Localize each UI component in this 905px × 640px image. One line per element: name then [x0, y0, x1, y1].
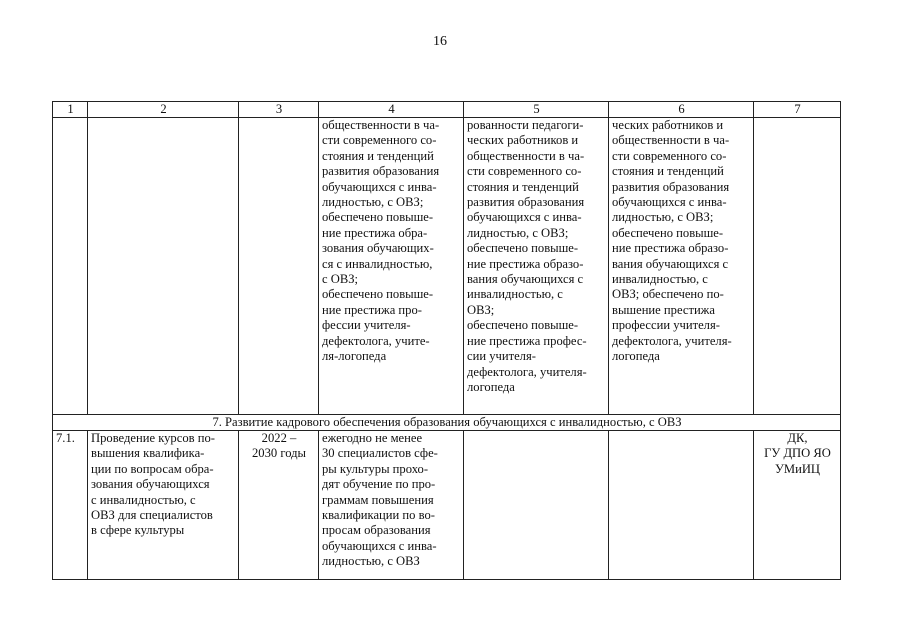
program-table [52, 101, 841, 580]
section-heading-row [53, 415, 841, 431]
continuation-cell-6 [609, 118, 754, 415]
column-header-7: 7 [754, 102, 841, 118]
item-period-cell [239, 431, 319, 580]
continuation-cell-3 [239, 118, 319, 415]
item-result-cell [319, 431, 464, 580]
item-measure: Проведение курсов по- вышения квалифика- ции по вопросам обра- зования обучающихся с инвалидностью, с ОВЗ для специалистов в сфере культуры [91, 431, 215, 538]
continuation-cell-1 [53, 118, 88, 415]
table-row-7-1 [53, 431, 841, 580]
continuation-text-4: общественности в ча- сти современного со- стояния и тенденций развития образования обучающихся с инва- лидностью, с ОВЗ; обеспечено повыше- ние престижа обра- зования обучающих- ся с инвалидностью, с ОВЗ; обеспечено повыше- ние престижа про- фессии учителя- дефектолога, учите- ля-логопеда [322, 118, 440, 364]
column-header-5: 5 [464, 102, 609, 118]
item-number: 7.1. [56, 431, 75, 445]
column-header-6: 6 [609, 102, 754, 118]
item-measure-cell [88, 431, 239, 580]
item-result: ежегодно не менее 30 специалистов сфе- ры культуры прохо- дят обучение по про- граммам повышения квалификации по во- просам образования обучающихся с инва- лидностью, с ОВЗ [322, 431, 438, 569]
column-header-4: 4 [319, 102, 464, 118]
item-cell-5 [464, 431, 609, 580]
item-cell-6 [609, 431, 754, 580]
column-number-header-row [53, 102, 841, 118]
item-responsible-cell [754, 431, 841, 580]
item-number-cell [53, 431, 88, 580]
continuation-cell-7 [754, 118, 841, 415]
continuation-text-5: рованности педагоги- ческих работников и общественности в ча- сти современного со- стояния и тенденций развития образования обучающихся с инва- лидностью, с ОВЗ; обеспечено повыше- ние престижа образо- вания обучающихся с инвалидностью, с ОВЗ; обеспечено повыше- ние престижа профес- сии учителя- дефектолога, учителя- логопеда [467, 118, 587, 394]
column-header-3: 3 [239, 102, 319, 118]
table-row-continuation [53, 118, 841, 415]
continuation-text-6: ческих работников и общественности в ча- сти современного со- стояния и тенденций развития образования обучающихся с инва- лидностью, с ОВЗ; обеспечено повыше- ние престижа образо- вания обучающихся с инвалидностью, с ОВЗ; обеспечено по- вышение престижа профессии учителя- дефектолога, учителя- логопеда [612, 118, 732, 364]
item-responsible: ДК, ГУ ДПО ЯО УМиИЦ [764, 431, 831, 476]
column-header-1: 1 [53, 102, 88, 118]
page-number: 16 [433, 34, 447, 49]
section-heading: 7. Развитие кадрового обеспечения образования обучающихся с инвалидностью, с ОВЗ [53, 415, 841, 431]
continuation-cell-2 [88, 118, 239, 415]
item-period: 2022 – 2030 годы [252, 431, 306, 461]
continuation-cell-5 [464, 118, 609, 415]
continuation-cell-4 [319, 118, 464, 415]
column-header-2: 2 [88, 102, 239, 118]
